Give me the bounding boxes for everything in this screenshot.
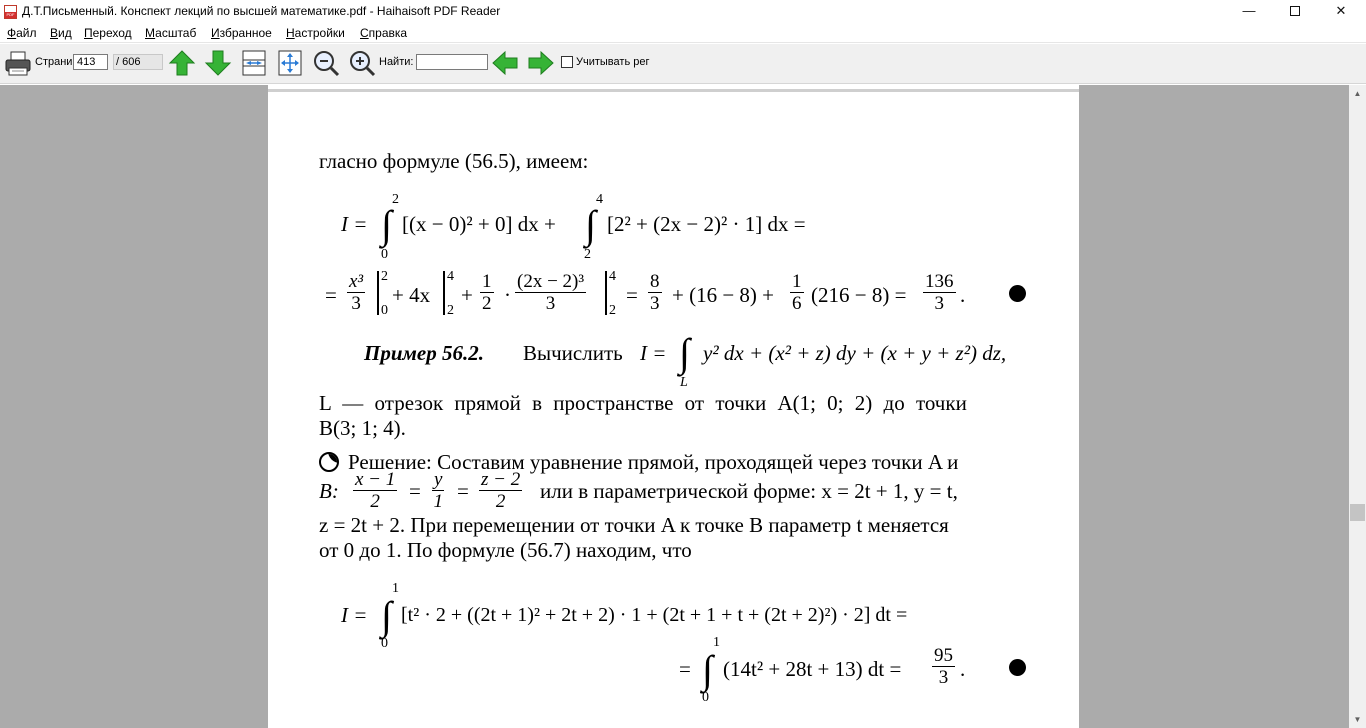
eq1-int2-lower: 2 bbox=[584, 247, 591, 262]
example-text: Вычислить bbox=[523, 341, 623, 365]
eq2-mid: + (16 − 8) + bbox=[672, 283, 775, 307]
eq2-frac5: $\frac{1}{6}$ bbox=[792, 271, 802, 314]
match-case-label: Учитывать рег bbox=[576, 56, 650, 68]
page-down-icon[interactable] bbox=[203, 48, 233, 78]
eq1-int1-upper: 2 bbox=[392, 192, 399, 207]
eq4-int-lower: 0 bbox=[702, 690, 709, 705]
eq2-bar3-lower: 2 bbox=[609, 303, 616, 318]
maximize-button[interactable] bbox=[1272, 0, 1318, 23]
solution-frac3: $\frac{z - 2}{2}$ bbox=[481, 469, 521, 512]
zoom-out-icon[interactable] bbox=[311, 48, 341, 78]
zoom-in-icon[interactable] bbox=[347, 48, 377, 78]
minimize-button[interactable]: — bbox=[1242, 3, 1256, 18]
menu-navigate[interactable]: Переход bbox=[84, 26, 132, 40]
text-line: гласно формуле (56.5), имеем: bbox=[319, 149, 589, 173]
pdf-app-icon bbox=[4, 5, 17, 19]
integral-sign: ∫ bbox=[381, 202, 392, 247]
eq4-body: (14t² + 28t + 13) dt = bbox=[723, 657, 902, 681]
eq2-frac3: $\frac{\text{(2x − 2)³}}{3}$ bbox=[517, 271, 585, 314]
end-of-proof-icon bbox=[1009, 285, 1026, 302]
eq1-body1: [(x − 0)² + 0] dx + bbox=[402, 212, 556, 236]
solution-eq2: = bbox=[457, 479, 469, 503]
integral-sign: ∫ bbox=[679, 330, 690, 375]
eq2-bar2-upper: 4 bbox=[447, 269, 454, 284]
document-viewport[interactable] bbox=[0, 85, 1349, 728]
menu-file[interactable]: Файл bbox=[7, 26, 37, 40]
eq4-eq: = bbox=[679, 657, 691, 681]
find-prev-icon[interactable] bbox=[490, 48, 520, 78]
eq2-eq: = bbox=[325, 283, 337, 307]
window-title: Д.Т.Письменный. Конспект лекций по высшей математике.pdf - Haihaisoft PDF Reader bbox=[22, 4, 501, 18]
page-up-icon[interactable] bbox=[167, 48, 197, 78]
match-case-checkbox[interactable] bbox=[561, 56, 573, 68]
eq2-bar1-upper: 2 bbox=[381, 269, 388, 284]
close-button[interactable]: ✕ bbox=[1335, 3, 1347, 18]
scroll-thumb[interactable] bbox=[1350, 504, 1365, 521]
find-next-icon[interactable] bbox=[526, 48, 556, 78]
eq2-plus4x: + 4x bbox=[392, 283, 431, 307]
eq2-frac1: $\frac{\text{x³}}{3}$ bbox=[349, 271, 364, 314]
fit-page-icon[interactable] bbox=[275, 48, 305, 78]
menu-help[interactable]: Справка bbox=[360, 26, 408, 40]
example-label: Пример 56.2. bbox=[364, 341, 484, 365]
menu-zoom[interactable]: Масштаб bbox=[145, 26, 197, 40]
menu-favorites[interactable]: Избранное bbox=[211, 26, 272, 40]
integral-sign: ∫ bbox=[702, 647, 713, 692]
example-int-lower: L bbox=[680, 375, 688, 390]
eval-bar bbox=[605, 271, 607, 315]
eq3-int-lower: 0 bbox=[381, 636, 388, 651]
page-number-input[interactable]: 413 bbox=[73, 54, 108, 70]
toolbar bbox=[0, 44, 1366, 84]
eq2-end: . bbox=[960, 283, 966, 307]
eq2-frac4: $\frac{8}{3}$ bbox=[650, 271, 660, 314]
menu-bar bbox=[0, 23, 1366, 43]
menu-settings[interactable]: Настройки bbox=[286, 26, 345, 40]
eq3-lhs: I = bbox=[341, 603, 368, 627]
integral-sign: ∫ bbox=[585, 202, 596, 247]
scroll-up-button[interactable]: ▲ bbox=[1353, 89, 1362, 98]
solution-rest: или в параметрической форме: x = 2t + 1, y = t, bbox=[540, 479, 958, 503]
solution-line1: Решение: Составим уравнение прямой, проходящей через точки A и bbox=[348, 450, 959, 474]
fit-width-icon[interactable] bbox=[239, 48, 269, 78]
eq4-end: . bbox=[960, 657, 966, 681]
title-bar bbox=[0, 0, 1366, 23]
eval-bar bbox=[443, 271, 445, 315]
find-input[interactable] bbox=[416, 54, 488, 70]
text-line: B(3; 1; 4). bbox=[319, 416, 406, 440]
eq2-plus: + bbox=[461, 283, 473, 307]
eval-bar bbox=[377, 271, 379, 315]
scroll-down-button[interactable]: ▼ bbox=[1353, 715, 1362, 724]
example-lhs: I = bbox=[640, 341, 667, 365]
solution-frac1: $\frac{x - 1}{2}$ bbox=[355, 469, 396, 512]
eq2-frac2: $\frac{1}{2}$ bbox=[482, 271, 492, 314]
eq1-int2-upper: 4 bbox=[596, 192, 603, 207]
restore-icon bbox=[1290, 6, 1300, 16]
eq2-eq-b: = bbox=[626, 283, 638, 307]
solution-frac2: $\frac{y}{1}$ bbox=[433, 469, 443, 512]
eq1-body2: [2² + (2x − 2)² · 1] dx = bbox=[607, 212, 806, 236]
find-label: Найти: bbox=[379, 56, 414, 68]
eq3-body: [t² · 2 + ((2t + 1)² + 2t + 2) · 1 + (2t + 1 + t + (2t + 2)²) · 2] dt = bbox=[401, 604, 908, 626]
eq2-bar1-lower: 0 bbox=[381, 303, 388, 318]
solution-line4: от 0 до 1. По формуле (56.7) находим, что bbox=[319, 538, 692, 562]
eq3-int-upper: 1 bbox=[392, 581, 399, 596]
solution-eq1: = bbox=[409, 479, 421, 503]
example-body: y² dx + (x² + z) dy + (x + y + z²) dz, bbox=[703, 341, 1007, 365]
end-of-proof-icon bbox=[1009, 659, 1026, 676]
eq2-bar2-lower: 2 bbox=[447, 303, 454, 318]
vertical-scrollbar[interactable] bbox=[1349, 85, 1366, 728]
integral-sign: ∫ bbox=[381, 593, 392, 638]
text-line: L — отрезок прямой в пространстве от точки A(1; 0; 2) до точки bbox=[319, 391, 967, 415]
page-total: / 606 bbox=[113, 54, 163, 70]
solution-B: B: bbox=[319, 479, 339, 503]
page-separator bbox=[268, 89, 1079, 92]
eq2-frac6: $\frac{136}{3}$ bbox=[925, 271, 954, 314]
pdf-page bbox=[268, 85, 1079, 728]
solution-start-icon bbox=[319, 452, 339, 472]
eq4-int-upper: 1 bbox=[713, 635, 720, 650]
eq1-lhs: I = bbox=[341, 212, 368, 236]
eq4-frac: $\frac{95}{3}$ bbox=[934, 645, 953, 688]
eq2-dot: · bbox=[504, 283, 511, 307]
solution-line3: z = 2t + 2. При перемещении от точки A к точке B параметр t меняется bbox=[319, 513, 949, 537]
menu-view[interactable]: Вид bbox=[50, 26, 72, 40]
eq2-mid2: (216 − 8) = bbox=[811, 283, 907, 307]
printer-icon[interactable] bbox=[3, 48, 33, 78]
eq1-int1-lower: 0 bbox=[381, 247, 388, 262]
page-label: Страни bbox=[35, 56, 73, 68]
eq2-bar3-upper: 4 bbox=[609, 269, 616, 284]
